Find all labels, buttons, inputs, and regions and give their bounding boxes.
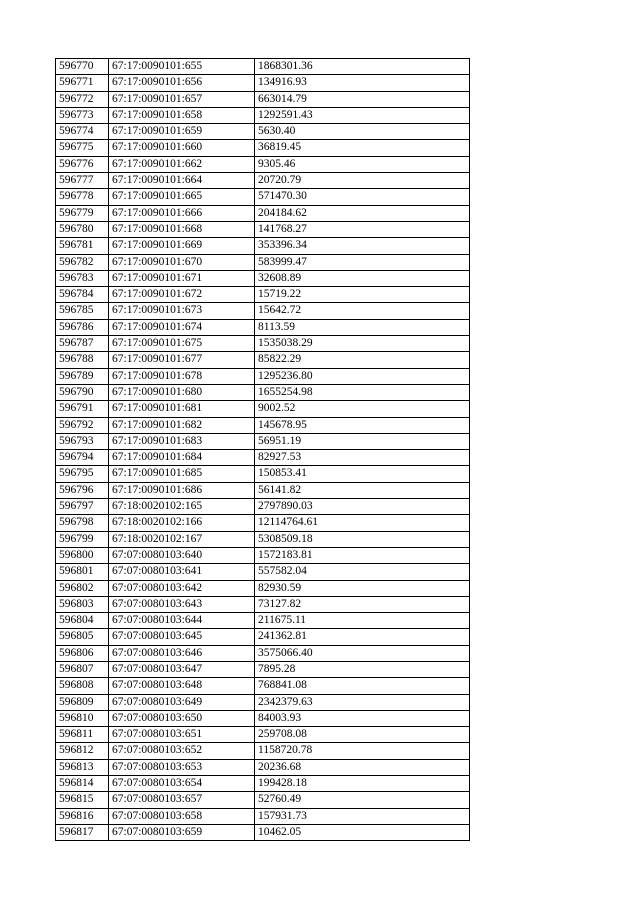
- value-cell: 5308509.18: [255, 531, 470, 547]
- value-cell: 259708.08: [255, 727, 470, 743]
- cadastral-number-cell: 67:17:0090101:678: [109, 368, 255, 384]
- row-number-cell: 596770: [56, 59, 109, 75]
- table-row: [56, 270, 470, 286]
- table-row: [56, 564, 470, 580]
- table-row: [56, 107, 470, 123]
- row-number-cell: 596778: [56, 189, 109, 205]
- cadastral-number-cell: 67:17:0090101:675: [109, 336, 255, 352]
- row-number-cell: 596806: [56, 645, 109, 661]
- table-row: [56, 743, 470, 759]
- value-cell: 32608.89: [255, 270, 470, 286]
- value-cell: 211675.11: [255, 613, 470, 629]
- table-row: [56, 368, 470, 384]
- row-number-cell: 596812: [56, 743, 109, 759]
- row-number-cell: 596785: [56, 303, 109, 319]
- row-number-cell: 596774: [56, 124, 109, 140]
- value-cell: 663014.79: [255, 91, 470, 107]
- value-cell: 52760.49: [255, 792, 470, 808]
- value-cell: 73127.82: [255, 596, 470, 612]
- cadastral-number-cell: 67:07:0080103:648: [109, 678, 255, 694]
- cadastral-number-cell: 67:07:0080103:654: [109, 776, 255, 792]
- value-cell: 199428.18: [255, 776, 470, 792]
- cadastral-number-cell: 67:07:0080103:657: [109, 792, 255, 808]
- row-number-cell: 596799: [56, 531, 109, 547]
- table-row: [56, 450, 470, 466]
- table-row: [56, 515, 470, 531]
- table-row: [56, 547, 470, 563]
- table-row: [56, 140, 470, 156]
- table-row: [56, 613, 470, 629]
- value-cell: 8113.59: [255, 319, 470, 335]
- cadastral-number-cell: 67:17:0090101:674: [109, 319, 255, 335]
- table-row: [56, 221, 470, 237]
- value-cell: 571470.30: [255, 189, 470, 205]
- table-row: [56, 596, 470, 612]
- value-cell: 9305.46: [255, 156, 470, 172]
- row-number-cell: 596793: [56, 433, 109, 449]
- row-number-cell: 596807: [56, 661, 109, 677]
- value-cell: 1292591.43: [255, 107, 470, 123]
- row-number-cell: 596804: [56, 613, 109, 629]
- table-row: [56, 645, 470, 661]
- row-number-cell: 596790: [56, 384, 109, 400]
- cadastral-number-cell: 67:18:0020102:167: [109, 531, 255, 547]
- row-number-cell: 596795: [56, 466, 109, 482]
- row-number-cell: 596805: [56, 629, 109, 645]
- table-row: [56, 629, 470, 645]
- cadastral-number-cell: 67:17:0090101:672: [109, 287, 255, 303]
- row-number-cell: 596796: [56, 482, 109, 498]
- value-cell: 1158720.78: [255, 743, 470, 759]
- table-row: [56, 238, 470, 254]
- value-cell: 12114764.61: [255, 515, 470, 531]
- value-cell: 1535038.29: [255, 336, 470, 352]
- value-cell: 10462.05: [255, 824, 470, 840]
- value-cell: 204184.62: [255, 205, 470, 221]
- value-cell: 15719.22: [255, 287, 470, 303]
- value-cell: 1295236.80: [255, 368, 470, 384]
- cadastral-number-cell: 67:07:0080103:659: [109, 824, 255, 840]
- table-row: [56, 792, 470, 808]
- cadastral-number-cell: 67:07:0080103:642: [109, 580, 255, 596]
- table-row: [56, 319, 470, 335]
- value-cell: 768841.08: [255, 678, 470, 694]
- row-number-cell: 596776: [56, 156, 109, 172]
- table-row: [56, 173, 470, 189]
- cadastral-number-cell: 67:17:0090101:671: [109, 270, 255, 286]
- row-number-cell: 596786: [56, 319, 109, 335]
- value-cell: 141768.27: [255, 221, 470, 237]
- data-table: [55, 58, 470, 841]
- table-row: [56, 287, 470, 303]
- row-number-cell: 596810: [56, 710, 109, 726]
- cadastral-number-cell: 67:18:0020102:165: [109, 499, 255, 515]
- cadastral-number-cell: 67:17:0090101:685: [109, 466, 255, 482]
- value-cell: 150853.41: [255, 466, 470, 482]
- cadastral-number-cell: 67:07:0080103:650: [109, 710, 255, 726]
- row-number-cell: 596780: [56, 221, 109, 237]
- row-number-cell: 596791: [56, 401, 109, 417]
- cadastral-number-cell: 67:17:0090101:682: [109, 417, 255, 433]
- value-cell: 82927.53: [255, 450, 470, 466]
- value-cell: 5630.40: [255, 124, 470, 140]
- table-row: [56, 466, 470, 482]
- cadastral-number-cell: 67:07:0080103:640: [109, 547, 255, 563]
- cadastral-number-cell: 67:17:0090101:686: [109, 482, 255, 498]
- table-row: [56, 91, 470, 107]
- cadastral-number-cell: 67:17:0090101:662: [109, 156, 255, 172]
- cadastral-number-cell: 67:17:0090101:658: [109, 107, 255, 123]
- row-number-cell: 596808: [56, 678, 109, 694]
- table-row: [56, 824, 470, 840]
- value-cell: 82930.59: [255, 580, 470, 596]
- row-number-cell: 596800: [56, 547, 109, 563]
- value-cell: 1868301.36: [255, 59, 470, 75]
- row-number-cell: 596809: [56, 694, 109, 710]
- value-cell: 84003.93: [255, 710, 470, 726]
- row-number-cell: 596782: [56, 254, 109, 270]
- table-row: [56, 352, 470, 368]
- value-cell: 36819.45: [255, 140, 470, 156]
- table-row: [56, 531, 470, 547]
- value-cell: 15642.72: [255, 303, 470, 319]
- value-cell: 85822.29: [255, 352, 470, 368]
- table-row: [56, 189, 470, 205]
- row-number-cell: 596813: [56, 759, 109, 775]
- value-cell: 583999.47: [255, 254, 470, 270]
- cadastral-number-cell: 67:18:0020102:166: [109, 515, 255, 531]
- value-cell: 20236.68: [255, 759, 470, 775]
- cadastral-number-cell: 67:17:0090101:684: [109, 450, 255, 466]
- table-row: [56, 499, 470, 515]
- row-number-cell: 596779: [56, 205, 109, 221]
- cadastral-number-cell: 67:17:0090101:677: [109, 352, 255, 368]
- cadastral-number-cell: 67:17:0090101:673: [109, 303, 255, 319]
- row-number-cell: 596817: [56, 824, 109, 840]
- row-number-cell: 596794: [56, 450, 109, 466]
- table-row: [56, 205, 470, 221]
- table-row: [56, 580, 470, 596]
- value-cell: 1572183.81: [255, 547, 470, 563]
- row-number-cell: 596798: [56, 515, 109, 531]
- row-number-cell: 596773: [56, 107, 109, 123]
- value-cell: 157931.73: [255, 808, 470, 824]
- cadastral-number-cell: 67:17:0090101:669: [109, 238, 255, 254]
- value-cell: 2342379.63: [255, 694, 470, 710]
- value-cell: 56951.19: [255, 433, 470, 449]
- table-row: [56, 808, 470, 824]
- row-number-cell: 596797: [56, 499, 109, 515]
- cadastral-number-cell: 67:07:0080103:646: [109, 645, 255, 661]
- table-row: [56, 384, 470, 400]
- row-number-cell: 596781: [56, 238, 109, 254]
- cadastral-number-cell: 67:17:0090101:656: [109, 75, 255, 91]
- cadastral-number-cell: 67:17:0090101:666: [109, 205, 255, 221]
- table-row: [56, 694, 470, 710]
- cadastral-number-cell: 67:17:0090101:680: [109, 384, 255, 400]
- row-number-cell: 596789: [56, 368, 109, 384]
- table-row: [56, 661, 470, 677]
- row-number-cell: 596775: [56, 140, 109, 156]
- cadastral-number-cell: 67:07:0080103:643: [109, 596, 255, 612]
- row-number-cell: 596783: [56, 270, 109, 286]
- value-cell: 2797890.03: [255, 499, 470, 515]
- table-row: [56, 759, 470, 775]
- row-number-cell: 596772: [56, 91, 109, 107]
- row-number-cell: 596803: [56, 596, 109, 612]
- cadastral-number-cell: 67:07:0080103:645: [109, 629, 255, 645]
- cadastral-number-cell: 67:17:0090101:659: [109, 124, 255, 140]
- cadastral-number-cell: 67:07:0080103:647: [109, 661, 255, 677]
- cadastral-number-cell: 67:17:0090101:681: [109, 401, 255, 417]
- value-cell: 20720.79: [255, 173, 470, 189]
- value-cell: 134916.93: [255, 75, 470, 91]
- cadastral-number-cell: 67:07:0080103:649: [109, 694, 255, 710]
- value-cell: 7895.28: [255, 661, 470, 677]
- table-row: [56, 482, 470, 498]
- row-number-cell: 596788: [56, 352, 109, 368]
- table-row: [56, 727, 470, 743]
- data-table-body: [56, 59, 470, 841]
- table-row: [56, 678, 470, 694]
- value-cell: 241362.81: [255, 629, 470, 645]
- row-number-cell: 596811: [56, 727, 109, 743]
- row-number-cell: 596816: [56, 808, 109, 824]
- cadastral-number-cell: 67:17:0090101:683: [109, 433, 255, 449]
- value-cell: 557582.04: [255, 564, 470, 580]
- cadastral-number-cell: 67:17:0090101:657: [109, 91, 255, 107]
- table-row: [56, 433, 470, 449]
- cadastral-number-cell: 67:07:0080103:653: [109, 759, 255, 775]
- value-cell: 56141.82: [255, 482, 470, 498]
- row-number-cell: 596787: [56, 336, 109, 352]
- table-row: [56, 776, 470, 792]
- cadastral-number-cell: 67:17:0090101:668: [109, 221, 255, 237]
- cadastral-number-cell: 67:17:0090101:670: [109, 254, 255, 270]
- row-number-cell: 596792: [56, 417, 109, 433]
- cadastral-number-cell: 67:07:0080103:641: [109, 564, 255, 580]
- row-number-cell: 596802: [56, 580, 109, 596]
- table-row: [56, 124, 470, 140]
- cadastral-number-cell: 67:17:0090101:665: [109, 189, 255, 205]
- table-row: [56, 303, 470, 319]
- table-row: [56, 401, 470, 417]
- row-number-cell: 596815: [56, 792, 109, 808]
- table-row: [56, 75, 470, 91]
- table-row: [56, 156, 470, 172]
- value-cell: 9002.52: [255, 401, 470, 417]
- value-cell: 1655254.98: [255, 384, 470, 400]
- table-row: [56, 336, 470, 352]
- table-row: [56, 710, 470, 726]
- table-row: [56, 417, 470, 433]
- cadastral-number-cell: 67:17:0090101:664: [109, 173, 255, 189]
- cadastral-number-cell: 67:07:0080103:658: [109, 808, 255, 824]
- row-number-cell: 596771: [56, 75, 109, 91]
- row-number-cell: 596801: [56, 564, 109, 580]
- value-cell: 3575066.40: [255, 645, 470, 661]
- cadastral-number-cell: 67:17:0090101:660: [109, 140, 255, 156]
- cadastral-number-cell: 67:17:0090101:655: [109, 59, 255, 75]
- row-number-cell: 596777: [56, 173, 109, 189]
- value-cell: 353396.34: [255, 238, 470, 254]
- table-row: [56, 59, 470, 75]
- cadastral-number-cell: 67:07:0080103:651: [109, 727, 255, 743]
- value-cell: 145678.95: [255, 417, 470, 433]
- row-number-cell: 596814: [56, 776, 109, 792]
- cadastral-number-cell: 67:07:0080103:652: [109, 743, 255, 759]
- cadastral-number-cell: 67:07:0080103:644: [109, 613, 255, 629]
- row-number-cell: 596784: [56, 287, 109, 303]
- table-row: [56, 254, 470, 270]
